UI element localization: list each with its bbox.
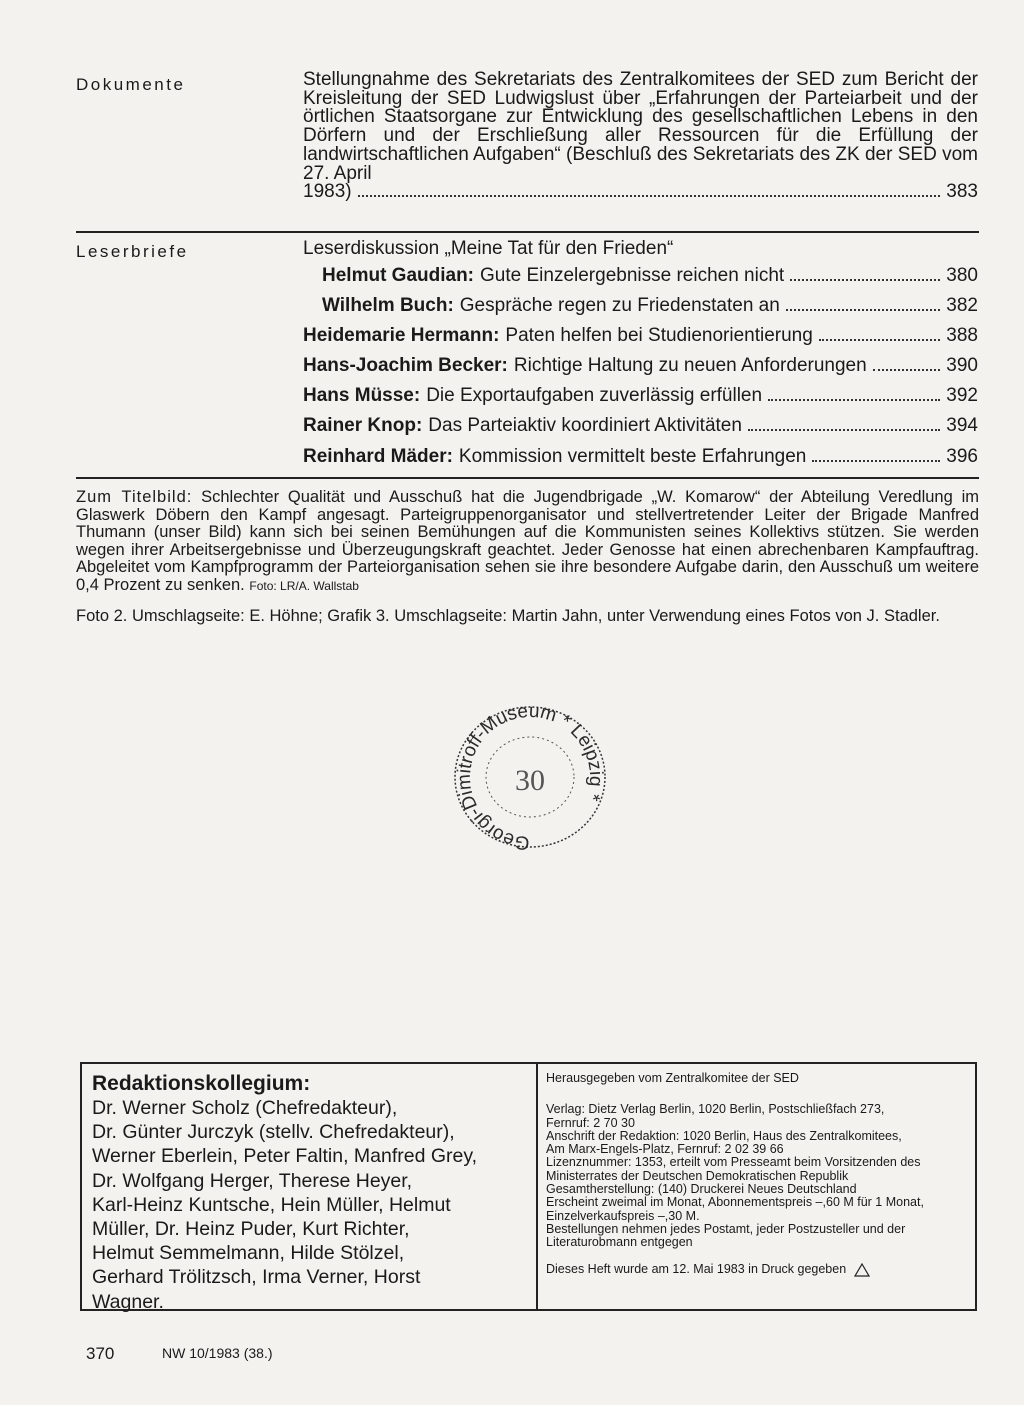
impressum-block: [546, 1072, 971, 1277]
entry-title: Gute Einzelergebnisse reichen nicht: [480, 265, 785, 286]
impressum-line: Erscheint zweimal im Monat, Abonnementspreis –,60 M für 1 Monat,: [546, 1195, 924, 1210]
titelbild-lead: Zum Titelbild:: [76, 488, 193, 506]
entry-title: Gespräche regen zu Friedenstaten an: [459, 295, 780, 316]
issue-info: NW 10/1983 (38.): [162, 1345, 273, 1361]
redaktion-line: Wagner.: [92, 1290, 164, 1313]
impressum-line: Einzelverkaufspreis –,30 M.: [546, 1208, 700, 1223]
entry-author: Hans Müsse:: [303, 385, 421, 406]
dot-leader: [786, 309, 940, 311]
section-divider: [76, 231, 979, 233]
leserbrief-entry: [303, 446, 978, 468]
triangle-icon: [854, 1263, 870, 1277]
dot-leader: [358, 195, 941, 197]
entry-author: Heidemarie Hermann:: [303, 325, 500, 346]
redaktion-line: Dr. Günter Jurczyk (stellv. Chefredakteur),: [92, 1121, 455, 1144]
impressum-line: Fernruf: 2 70 30: [546, 1115, 635, 1130]
section-label-dokumente: Dokumente: [76, 75, 186, 94]
dot-leader: [873, 369, 941, 371]
dokumente-page: 383: [946, 181, 978, 203]
leserbrief-entry: [303, 415, 978, 437]
impressum-druck: Dieses Heft wurde am 12. Mai 1983 in Druck gegeben: [546, 1261, 847, 1276]
entry-page: 396: [946, 446, 978, 467]
museum-stamp: [440, 692, 620, 862]
impressum-line: Lizenznummer: 1353, erteilt vom Presseamt beim Vorsitzenden des: [546, 1155, 921, 1170]
entry-page: 394: [946, 415, 978, 436]
impressum-details: [546, 1103, 971, 1249]
entry-title: Kommission vermittelt beste Erfahrungen: [458, 446, 807, 467]
impressum-line: Ministerrates der Deutschen Demokratischen Republik: [546, 1168, 849, 1183]
impressum-line: Literaturobmann entgegen: [546, 1235, 693, 1250]
cover-credits: Foto 2. Umschlagseite: E. Höhne; Grafik 3. Umschlagseite: Martin Jahn, unter Verwendung eines Fotos von J. Stadler.: [76, 607, 940, 625]
entry-author: Helmut Gaudian:: [322, 265, 475, 286]
redaktion-line: Dr. Wolfgang Herger, Therese Heyer,: [92, 1169, 413, 1192]
dot-leader: [790, 279, 940, 281]
entry-title: Das Parteiaktiv koordiniert Aktivitäten: [428, 415, 742, 436]
redaktion-line: Dr. Werner Scholz (Chefredakteur),: [92, 1097, 398, 1119]
stamp-ring-text: Georgi-Dimitroff-Museum * Leipzig *: [453, 700, 607, 854]
dokumente-entry: [303, 71, 978, 202]
leserbrief-entry: [322, 265, 978, 287]
photo-credit: Foto: LR/A. Wallstab: [249, 578, 359, 593]
redaktion-line: Müller, Dr. Heinz Puder, Kurt Richter,: [92, 1218, 410, 1241]
redaktion-line: Werner Eberlein, Peter Faltin, Manfred Grey,: [92, 1145, 478, 1168]
entry-title: Richtige Haltung zu neuen Anforderungen: [513, 355, 867, 376]
leserbriefe-heading: Leserdiskussion „Meine Tat für den Frieden“: [303, 238, 674, 259]
dokumente-text: Stellungnahme des Sekretariats des Zentralkomitees der SED zum Bericht der Kreisleitung der SED Ludwigslust über „Erfahrungen der Parteiarbeit und der örtlichen Staatsorgane zur Entwicklung des gesellschaftlichen Lebens in den Dörfern und der Erschließung aller Ressourcen für die Erfüllung der landwirtschaftlichen Aufgaben“ (Beschluß des Sekretariats des ZK der SED vom 27. April: [303, 69, 978, 184]
dot-leader: [819, 339, 940, 341]
section-label-leserbriefe: Leserbriefe: [76, 242, 189, 261]
impressum-line: Anschrift der Redaktion: 1020 Berlin, Haus des Zentralkomitees,: [546, 1128, 902, 1143]
dot-leader: [768, 399, 940, 401]
redaktion-line: Gerhard Trölitzsch, Irma Verner, Horst: [92, 1266, 421, 1289]
entry-page: 388: [946, 325, 978, 346]
impressum-line: Bestellungen nehmen jedes Postamt, jeder Postzusteller und der: [546, 1221, 906, 1236]
leserbrief-entry: [303, 355, 978, 377]
entry-author: Rainer Knop:: [303, 415, 423, 436]
entry-author: Wilhelm Buch:: [322, 295, 454, 316]
section-divider-2: [76, 477, 979, 479]
redaktion-block: [92, 1072, 532, 1314]
entry-author: Reinhard Mäder:: [303, 446, 453, 467]
leserbrief-entry: [322, 295, 978, 317]
dot-leader: [748, 429, 940, 431]
entry-title: Paten helfen bei Studienorientierung: [505, 325, 813, 346]
titelbild-text: Schlechter Qualität und Ausschuß hat die Jugendbrigade „W. Komarow“ der Abteilung Veredlung im Glaswerk Döbern den Kampf angesagt. Parteigruppenorganisator und stellvertretender Leiter der Brigade Manfred Thumann (unser Bild) kann sich bei seinen Bemühungen auf die Kommunisten seines Kollektivs stützen. Sie werden wegen ihrer Arbeitsergebnisse und Überzeugungskraft geachtet. Jeder Genosse hat einen abrechenbaren Kampfauftrag. Abgeleitet vom Kampfprogramm der Parteiorganisation sehen sie ihre besondere Aufgabe darin, den Ausschuß um weitere 0,4 Prozent zu senken.: [76, 488, 979, 594]
impressum-line: Verlag: Dietz Verlag Berlin, 1020 Berlin, Postschließfach 273,: [546, 1102, 885, 1117]
stamp-center-text: 30: [515, 764, 545, 797]
entry-author: Hans-Joachim Becker:: [303, 355, 508, 376]
leserbrief-entry: [303, 325, 978, 347]
entry-page: 380: [946, 265, 978, 286]
dot-leader: [812, 460, 940, 462]
titelbild-caption: [76, 489, 979, 596]
leserbrief-entry: [303, 385, 978, 407]
entry-page: 392: [946, 385, 978, 406]
impressum-herausgeber: Herausgegeben vom Zentralkomitee der SED: [546, 1071, 799, 1085]
impressum-line: Am Marx-Engels-Platz, Fernruf: 2 02 39 66: [546, 1142, 784, 1157]
redaktion-title: Redaktionskollegium:: [92, 1072, 311, 1095]
impressum-line: Gesamtherstellung: (140) Druckerei Neues Deutschland: [546, 1182, 857, 1197]
redaktion-line: Karl-Heinz Kuntsche, Hein Müller, Helmut: [92, 1193, 451, 1216]
entry-page: 390: [946, 355, 978, 376]
entry-title: Die Exportaufgaben zuverlässig erfüllen: [426, 385, 763, 406]
dokumente-text-end: 1983): [303, 181, 352, 203]
entry-page: 382: [946, 295, 978, 316]
redaktion-line: Helmut Semmelmann, Hilde Stölzel,: [92, 1242, 405, 1265]
redaktion-members: [92, 1096, 532, 1314]
editorial-box-divider: [536, 1062, 538, 1311]
page-number: 370: [86, 1344, 115, 1363]
